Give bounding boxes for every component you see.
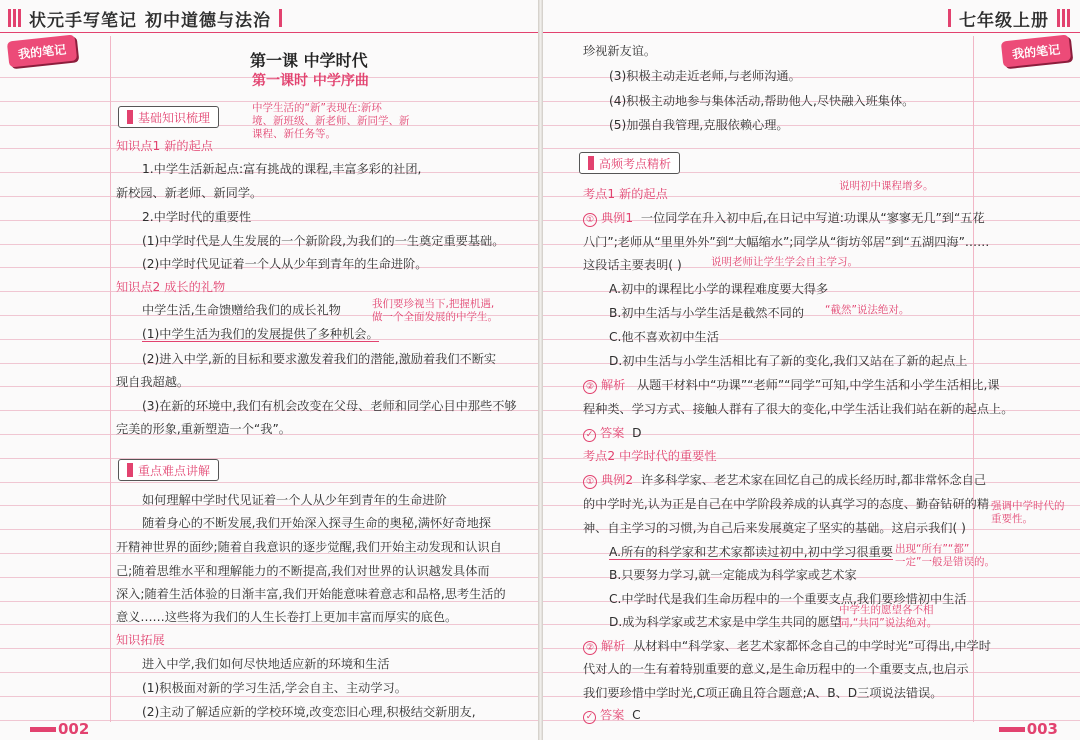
- text-line: 意义……这些将为我们的人生长卷打上更加丰富而厚实的底色。: [116, 610, 458, 624]
- text-line: 进入中学,我们如何尽快地适应新的环境和生活: [142, 657, 390, 671]
- analysis-2-line: ② 解析 从材料中“科学家、老艺术家都怀念自己的中学时光”可得出,中学时: [583, 637, 991, 655]
- text-line: (1)中学生活为我们的发展提供了多种机会。: [142, 327, 379, 341]
- text-line: (5)加强自我管理,克服依赖心理。: [609, 118, 789, 132]
- text-line: (2)主动了解适应新的学校环境,改变恋旧心理,积极结交新朋友,: [142, 705, 476, 719]
- option-d: D.初中生活与小学生活相比有了新的变化,我们又站在了新的起点上: [609, 354, 968, 368]
- annotation-common-wish: 中学生的愿望各不相 同,“共同”说法绝对。: [839, 604, 938, 629]
- section-key-points: 重点难点讲解: [118, 459, 219, 481]
- header-separator: [948, 9, 951, 27]
- text-line: (1)中学时代是人生发展的一个新阶段,为我们的一生奠定重要基础。: [142, 234, 505, 248]
- text-line: 程种类、学习方式、接触人群有了很大的变化,中学生活让我们站在新的起点上。: [583, 402, 1014, 416]
- text-line: 珍视新友谊。: [583, 44, 657, 58]
- answer-1-line: ✓ 答案 D: [583, 424, 642, 442]
- option-d: D.成为科学家或艺术家是中学生共同的愿望: [609, 615, 842, 629]
- ruled-line: [0, 696, 538, 697]
- text-line: (3)在新的环境中,我们有机会改变在父母、老师和同学心目中那些不够: [142, 399, 517, 413]
- option-a: A.所有的科学家和艺术家都读过初中,初中学习很重要: [609, 545, 893, 559]
- page-number-right: 003: [999, 720, 1058, 738]
- text-line: 现自我超越。: [116, 375, 190, 389]
- ruled-line: [0, 196, 538, 197]
- text-line: (2)中学时代见证着一个人从少年到青年的生命进阶。: [142, 257, 428, 271]
- check-icon: ✓: [583, 429, 596, 442]
- header-rule: [0, 32, 538, 33]
- left-page: [0, 0, 538, 740]
- option-c: C.他不喜欢初中生活: [609, 330, 719, 344]
- option-b: B.初中生活与小学生活是截然不同的: [609, 306, 805, 320]
- analysis-1-line: ② 解析 从题干材料中“功课”“老师”“同学”可知,中学生活和小学生活相比,课: [583, 376, 1000, 394]
- annotation-teacher: 说明老师让学生学会自主学习。: [711, 256, 858, 268]
- example-icon: ①: [583, 213, 597, 227]
- annotation-courses: 说明初中课程增多。: [839, 180, 934, 192]
- ruled-line: [543, 148, 1080, 149]
- text-line: 开精神世界的面纱;随着自我意识的逐步觉醒,我们开始主动发现和认识自: [116, 540, 502, 554]
- annotation-cherish: 我们要珍视当下,把握机遇, 做一个全面发展的中学生。: [372, 298, 498, 323]
- section-basic-knowledge: 基础知识梳理: [118, 106, 219, 128]
- knowledge-extension: 知识拓展: [116, 633, 165, 647]
- annotation-new-aspects: 中学生活的“新”表现在:新环 境、新班级、新老师、新同学、新 课程、新任务等。: [252, 102, 410, 140]
- text-line: (1)积极面对新的学习生活,学会自主、主动学习。: [142, 681, 407, 695]
- text-line: (4)积极主动地参与集体活动,帮助他人,尽快融入班集体。: [609, 94, 915, 108]
- text-line: 中学生活,生命馈赠给我们的成长礼物: [142, 303, 341, 317]
- ruled-line: [0, 458, 538, 459]
- text-line: 八门”;老师从“里里外外”到“大幅缩水”;同学从“街坊邻居”到“五湖四海”……: [583, 235, 990, 249]
- text-line: 的中学时光,认为正是自己在中学阶段养成的认真学习的态度、勤奋钻研的精: [583, 497, 990, 511]
- example-1-line: ① 典例1 一位同学在升入初中后,在日记中写道:功课从“寥寥无几”到“五花: [583, 209, 985, 227]
- text-line: 新校园、新老师、新同学。: [116, 186, 263, 200]
- left-header: [8, 6, 282, 30]
- ruled-line: [0, 220, 538, 221]
- notes-badge: 我的笔记: [7, 35, 77, 68]
- answer-2-line: ✓ 答案 C: [583, 706, 641, 724]
- ruled-line: [0, 148, 538, 149]
- lesson-subtitle: 第一课时 中学序曲: [252, 73, 369, 89]
- analysis-icon: ②: [583, 641, 597, 655]
- text-line: (2)进入中学,新的目标和要求激发着我们的潜能,激励着我们不断实: [142, 352, 497, 366]
- header-grade: 七年级上册: [959, 10, 1049, 31]
- text-line: (3)积极主动走近老师,与老师沟通。: [609, 69, 801, 83]
- exam-point-2: 考点2 中学时代的重要性: [583, 449, 717, 463]
- text-line: 深入;随着生活体验的日渐丰富,我们开始能意味着意志和品格,思考生活的: [116, 587, 506, 601]
- ruled-line: [0, 482, 538, 483]
- text-line: 己;随着思维水平和理解能力的不断提高,我们对世界的认识越发具体而: [116, 564, 490, 578]
- header-bars-icon: [8, 9, 21, 27]
- ruled-line: [0, 672, 538, 673]
- header-title: 状元手写笔记: [29, 10, 137, 31]
- header-rule: [543, 32, 1080, 33]
- ruled-line: [0, 291, 538, 292]
- section-high-frequency: 高频考点精析: [579, 152, 680, 174]
- analysis-icon: ②: [583, 380, 597, 394]
- text-line: 如何理解中学时代见证着一个人从少年到青年的生命进阶: [142, 493, 447, 507]
- ruled-line: [0, 386, 538, 387]
- right-header: [948, 6, 1070, 30]
- lesson-title: 第一课 中学时代: [250, 51, 368, 70]
- header-separator: [279, 9, 282, 27]
- knowledge-point-1: 知识点1 新的起点: [116, 139, 213, 153]
- text-line: 这段话主要表明( ): [583, 258, 682, 272]
- text-line: 代对人的一生有着特别重要的意义,是生命历程中的一个重要支点,也启示: [583, 662, 969, 676]
- option-b: B.只要努力学习,就一定能成为科学家或艺术家: [609, 568, 857, 582]
- ruled-line: [0, 648, 538, 649]
- text-line: 1.中学生活新起点:富有挑战的课程,丰富多彩的社团,: [142, 162, 422, 176]
- right-page: [543, 0, 1080, 740]
- example-2-line: ① 典例2 许多科学家、老艺术家在回忆自己的成长经历时,都非常怀念自己: [583, 471, 986, 489]
- text-line: 我们要珍惜中学时光,C项正确且符合题意;A、B、D三项说法错误。: [583, 686, 943, 700]
- text-line: 2.中学时代的重要性: [142, 210, 252, 224]
- option-a: A.初中的课程比小学的课程难度要大得多: [609, 282, 829, 296]
- annotation-all: 出现“所有”“都” 一定”一般是错误的。: [895, 543, 995, 568]
- knowledge-point-2: 知识点2 成长的礼物: [116, 280, 226, 294]
- exam-point-1: 考点1 新的起点: [583, 187, 668, 201]
- header-subject: 初中道德与法治: [145, 10, 271, 31]
- option-c: C.中学时代是我们生命历程中的一个重要支点,我们要珍惜初中生活: [609, 592, 967, 606]
- text-line: 完美的形象,重新塑造一个“我”。: [116, 422, 291, 436]
- check-icon: ✓: [583, 711, 596, 724]
- annotation-importance: 强调中学时代的 重要性。: [991, 500, 1065, 525]
- page-number-left: 002: [30, 720, 89, 738]
- header-bars-icon: [1057, 9, 1070, 27]
- notes-badge: 我的笔记: [1001, 35, 1071, 68]
- annotation-absolute: “截然”说法绝对。: [825, 304, 910, 316]
- text-line: 随着身心的不断发展,我们开始深入探寻生命的奥秘,满怀好奇地探: [142, 516, 491, 530]
- text-line: 神、自主学习的习惯,为自己后来发展奠定了坚实的基础。这启示我们( ): [583, 521, 966, 535]
- left-margin-line: [110, 36, 111, 722]
- example-icon: ①: [583, 475, 597, 489]
